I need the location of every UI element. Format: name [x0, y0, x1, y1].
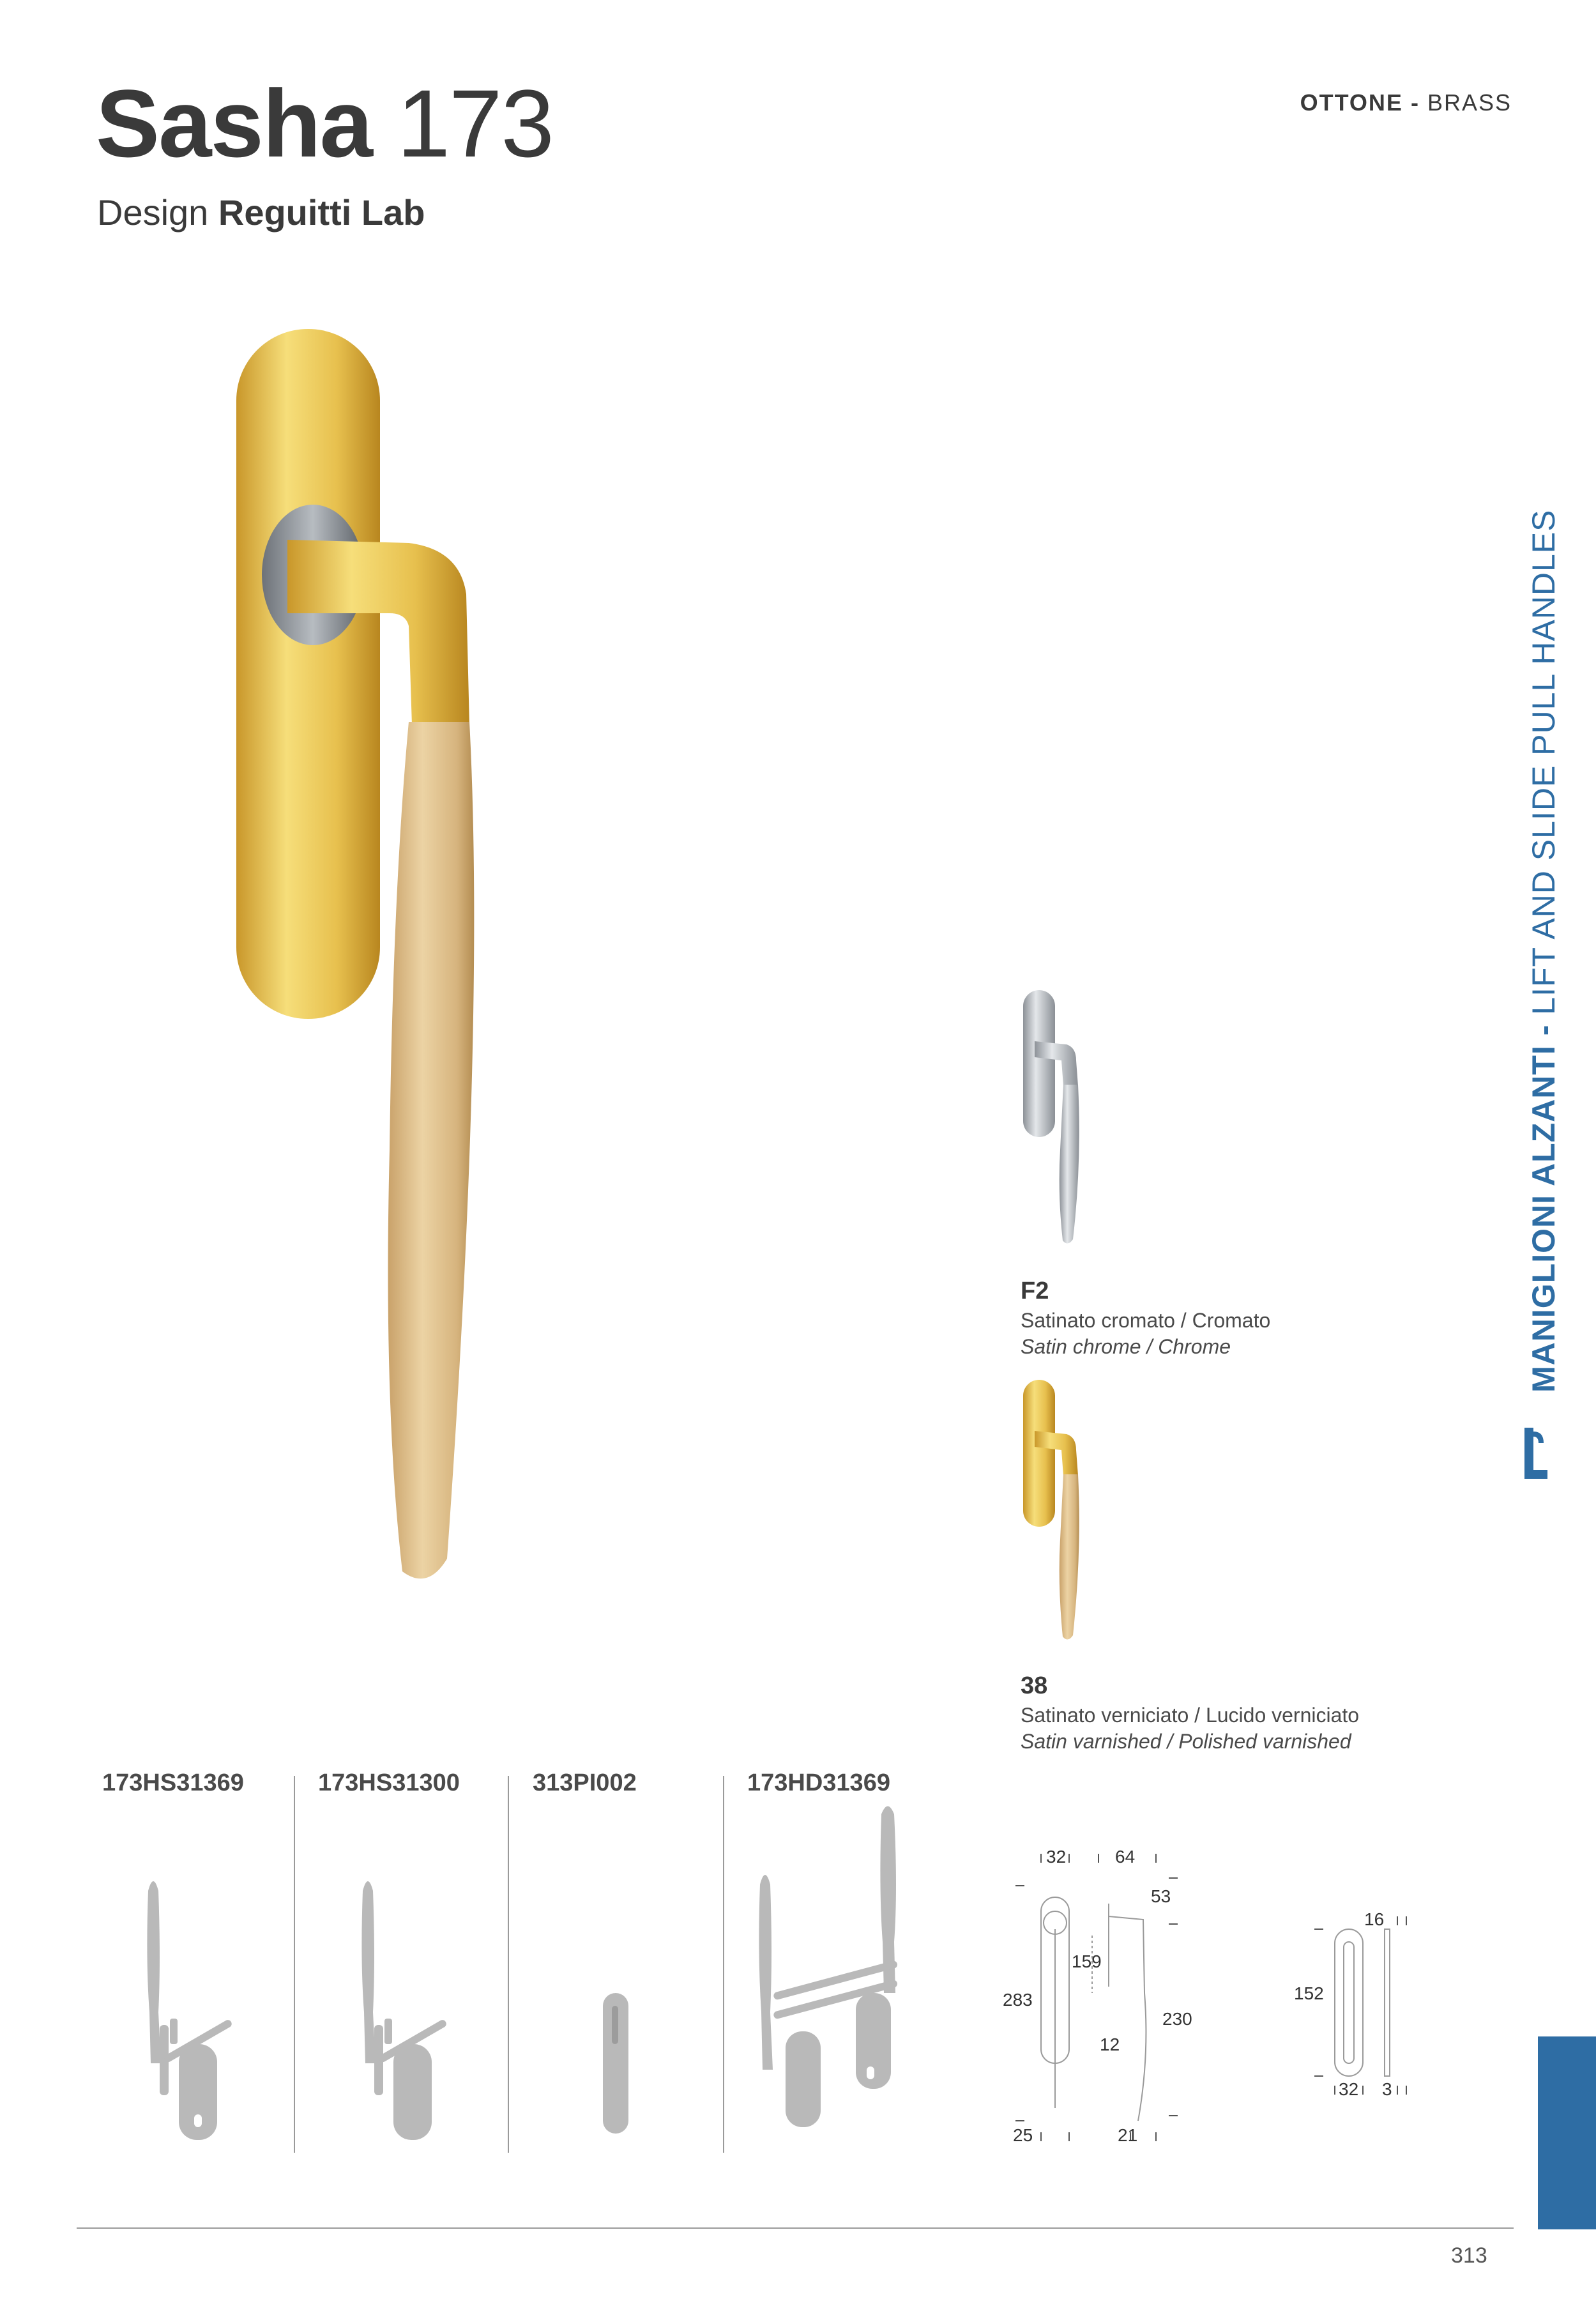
finish-code: 38	[1021, 1672, 1048, 1699]
divider	[294, 1776, 295, 2153]
material-en: BRASS	[1427, 89, 1512, 116]
dim-230: 230	[1162, 2009, 1192, 2029]
finish-38	[1021, 1672, 1468, 1753]
variant-2-image	[342, 1872, 470, 2140]
variant-code: 173HS31369	[102, 1769, 244, 1796]
title-name: Sasha	[96, 70, 372, 177]
dim-283: 283	[1003, 1990, 1033, 2010]
dim-64: 64	[1115, 1847, 1136, 1867]
variant-3-image	[594, 1987, 645, 2140]
designer-name: Reguitti Lab	[218, 192, 425, 233]
finish-name-en: Satin varnished / Polished varnished	[1021, 1730, 1351, 1753]
dim-12: 12	[1100, 2035, 1120, 2054]
handle-plate	[236, 329, 380, 1019]
design-prefix: Design	[97, 192, 209, 233]
page-number: 313	[1451, 2243, 1487, 2268]
dim-53: 53	[1151, 1886, 1171, 1906]
dim-3: 3	[1382, 2079, 1392, 2099]
handle-grip	[388, 722, 475, 1578]
side-category	[1525, 510, 1562, 1393]
finish-f2	[1021, 1278, 1468, 1359]
dim-32: 32	[1046, 1847, 1067, 1867]
variant-code: 173HS31300	[318, 1769, 460, 1796]
divider	[508, 1776, 509, 2153]
variant-4-image	[747, 1801, 913, 2140]
section-tab	[1538, 2036, 1596, 2229]
finish-f2-image	[1015, 984, 1092, 1252]
main-handle-image	[217, 319, 549, 1597]
dim-25: 25	[1013, 2125, 1033, 2145]
variant-code: 313PI002	[533, 1769, 637, 1796]
dim-16: 16	[1364, 1909, 1385, 1929]
plate-dimension-drawing	[1290, 1904, 1418, 2108]
finish-name-en: Satin chrome / Chrome	[1021, 1335, 1231, 1358]
side-category-en: LIFT AND SLIDE PULL HANDLES	[1526, 509, 1562, 1015]
divider	[723, 1776, 724, 2153]
material-label	[1300, 89, 1512, 116]
finish-name-it: Satinato cromato / Cromato	[1021, 1309, 1271, 1332]
design-credit	[97, 192, 425, 233]
side-category-it: MANIGLIONI ALZANTI -	[1526, 1024, 1562, 1393]
variant-code: 173HD31369	[747, 1769, 890, 1796]
dim-21: 21	[1118, 2125, 1138, 2145]
dim-159: 159	[1072, 1952, 1102, 1971]
title-number: 173	[397, 70, 553, 177]
finish-code: F2	[1021, 1278, 1049, 1304]
dim-32: 32	[1339, 2079, 1359, 2099]
brand-mark-icon	[1522, 1428, 1547, 1479]
handle-dimension-drawing	[1003, 1840, 1233, 2146]
dim-152: 152	[1294, 1983, 1324, 2003]
product-title	[96, 70, 553, 177]
footer-divider	[77, 2227, 1514, 2229]
material-it: OTTONE -	[1300, 89, 1420, 116]
finish-name-it: Satinato verniciato / Lucido verniciato	[1021, 1704, 1360, 1727]
variant-1-image	[128, 1872, 255, 2140]
finish-38-image	[1015, 1373, 1092, 1648]
